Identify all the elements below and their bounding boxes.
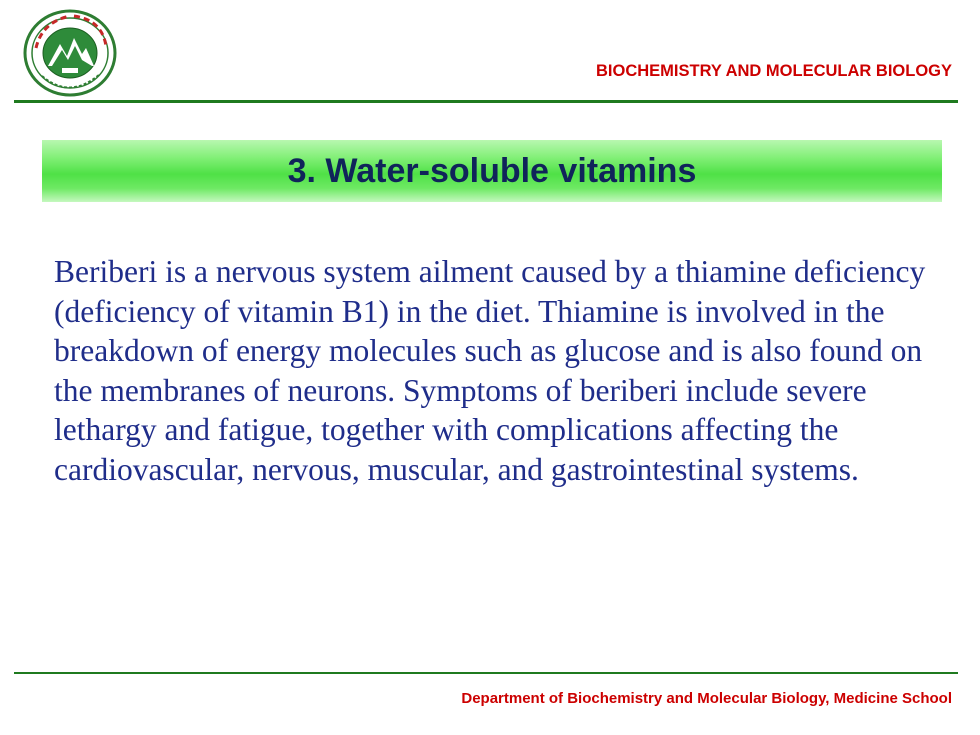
- course-title: BIOCHEMISTRY AND MOLECULAR BIOLOGY: [596, 62, 952, 80]
- slide-title-bar: [42, 140, 942, 202]
- university-seal-icon: [22, 8, 118, 98]
- slide-title: 3. Water-soluble vitamins: [287, 151, 697, 190]
- slide-body-text: Beriberi is a nervous system ailment caused by a thiamine deficiency (deficiency of vitamin B1) in the diet. Thiamine is involved in the breakdown of energy molecules such as glucose and is also found on the membranes of neurons. Symptoms of beriberi include severe lethargy and fatigue, together with complications affecting the cardiovascular, nervous, muscular, and gastrointestinal systems.: [54, 254, 926, 487]
- header-divider: [14, 100, 958, 103]
- department-footer: Department of Biochemistry and Molecular Biology, Medicine School: [461, 690, 952, 707]
- footer-divider: [14, 672, 958, 674]
